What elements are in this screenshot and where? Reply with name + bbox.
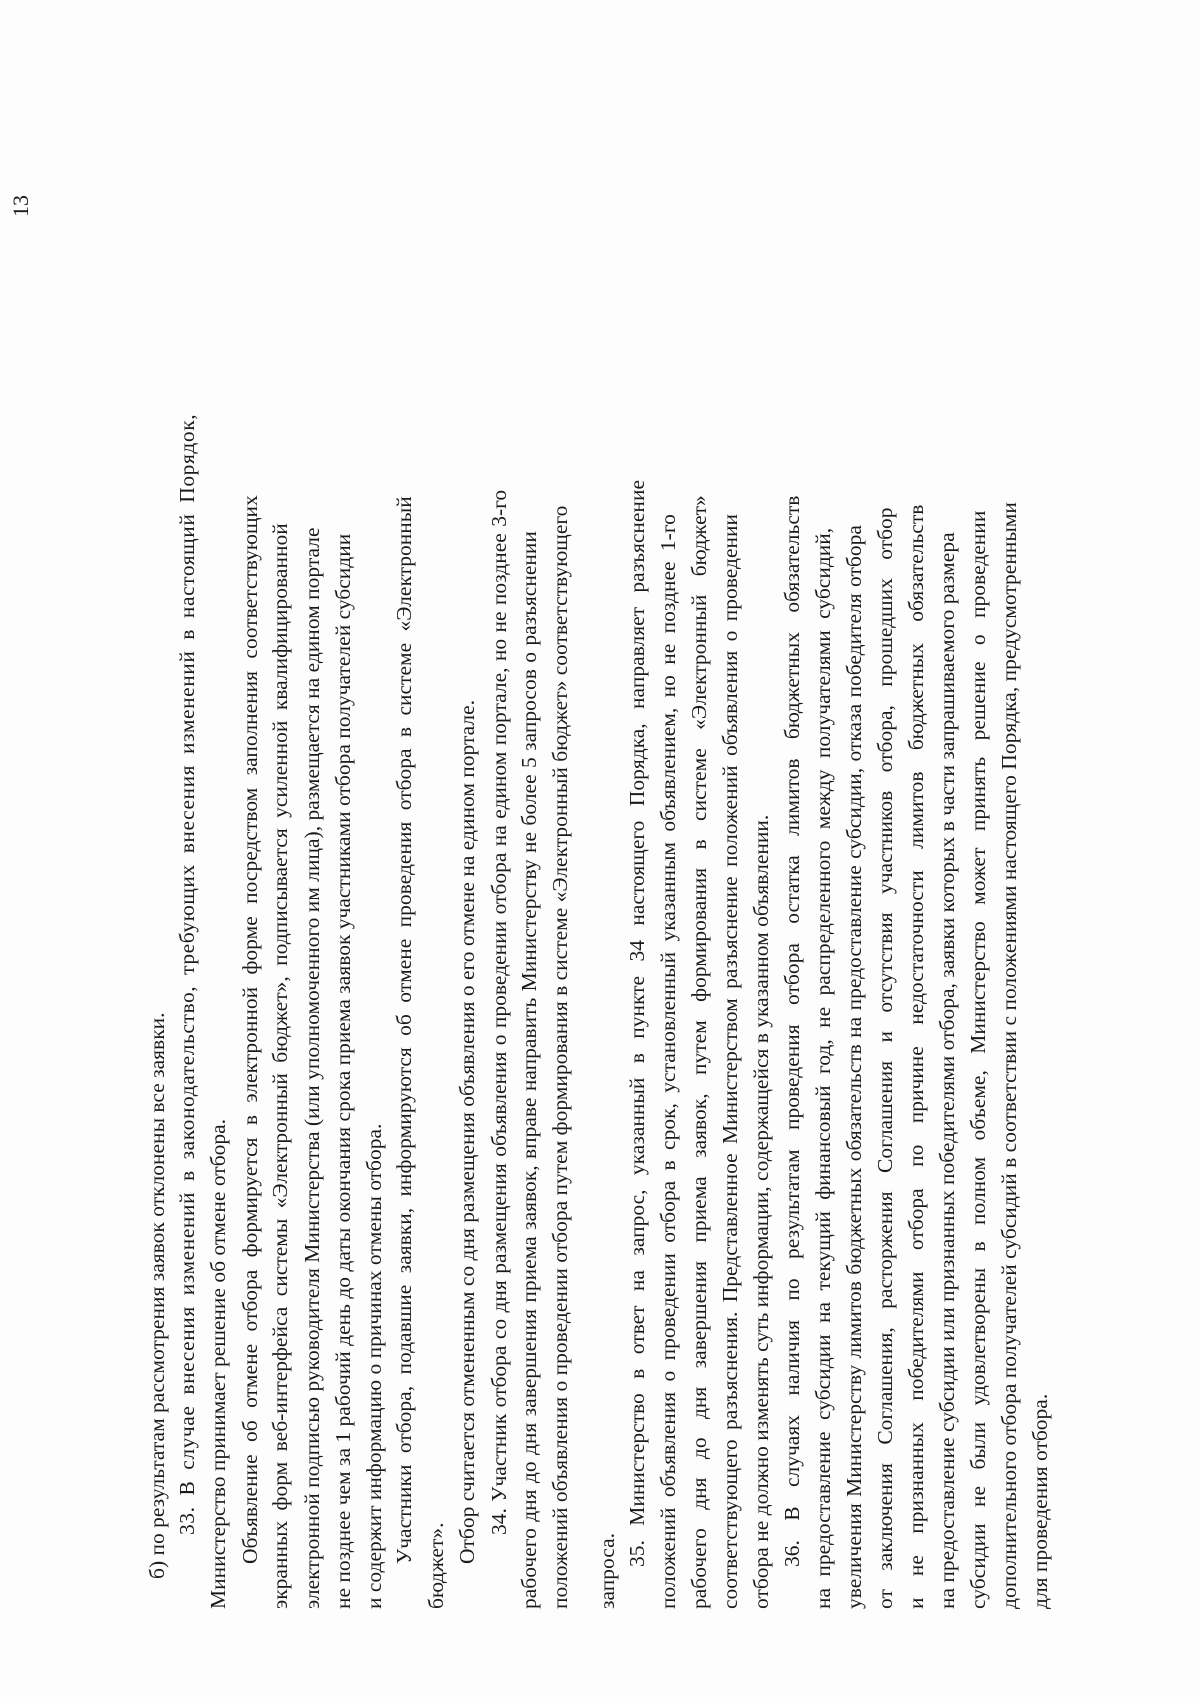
text-line: 35. Министерство в ответ на запрос, указанный в пункте 34 настоящего Порядка, направляет разъяснение xyxy=(625,480,649,1567)
text-line: рабочего дня до дня завершения приема заявок, путем формирования в системе «Электронный бюджет» xyxy=(687,495,711,1609)
text-line: отбора не должно изменять суть информации, содержащейся в указанном объявлении. xyxy=(749,814,773,1609)
text-line: рабочего дня до дня завершения приема заявок, вправе направить Министерству не более 5 запросов о разъяснении xyxy=(517,531,541,1609)
text-line: Министерство принимает решение об отмене отбора. xyxy=(206,1118,230,1609)
text-line: запроса. xyxy=(595,1532,619,1609)
text-line: для проведения отбора. xyxy=(1028,1393,1052,1609)
text-line: бюджет». xyxy=(424,1522,448,1609)
text-line: дополнительного отбора получателей субсидий в соответствии с положениями настоящего Порядка, предусмотренными xyxy=(997,502,1021,1609)
text-line: увеличения Министерству лимитов бюджетных обязательств на предоставление субсидии, отказа победителя отбора xyxy=(842,525,866,1609)
text-line: и не признанных победителями отбора по причине недостаточности лимитов бюджетных обязательств xyxy=(904,504,928,1609)
text-line: на предоставление субсидии или признанных победителями отбора, заявки которых в части запрашиваемого размера xyxy=(935,532,959,1609)
text-line: Объявление об отмене отбора формируется в электронной форме посредством заполнения соответствующих xyxy=(238,495,262,1564)
text-line: от заключения Соглашения, расторжения Соглашения и отсутствия участников отбора, прошедших отбор xyxy=(873,507,897,1609)
page-number: 13 xyxy=(8,195,33,217)
text-line: Участники отбора, подавшие заявки, информируются об отмене проведения отбора в системе «Электронный xyxy=(392,496,416,1564)
text-line: экранных форм веб-интерфейса системы «Электронный бюджет», подписывается усиленной квалифицированной xyxy=(268,523,292,1609)
text-line: 33. В случае внесения изменений в законодательство, требующих внесения изменений в настоящий Порядок, xyxy=(175,413,199,1535)
text-line: электронной подписью руководителя Министерства (или уполномоченного им лица), размещается на едином портале xyxy=(300,527,324,1609)
text-line: положений объявления о проведении отбора путем формирования в системе «Электронный бюджет» соответствующего xyxy=(548,505,572,1609)
text-line: положений объявления о проведении отбора в срок, установленный указанным объявлением, но не позднее 1-го xyxy=(656,514,680,1609)
text-line: и содержит информацию о причинах отмены отбора. xyxy=(362,1123,386,1609)
text-line: Отбор считается отмененным со дня размещения объявления о его отмене на едином портале. xyxy=(455,699,479,1564)
text-line: б) по результатам рассмотрения заявок отклонены все заявки. xyxy=(145,1012,169,1579)
text-line: 34. Участник отбора со дня размещения объявления о проведении отбора на едином портале, но не позднее 3-го xyxy=(487,489,511,1535)
text-line: не позднее чем за 1 рабочий день до даты окончания срока приема заявок участниками отбора получателей субсидии xyxy=(331,533,355,1609)
text-line: соответствующего разъяснения. Представленное Министерством разъяснение положений объявления о проведении xyxy=(718,513,742,1609)
text-line: субсидии не были удовлетворены в полном объеме, Министерство может принять решение о проведении xyxy=(966,510,990,1609)
text-line: 36. В случаях наличия по результатам проведения отбора остатка лимитов бюджетных обязательств xyxy=(780,495,804,1567)
text-line: на предоставление субсидии на текущий финансовый год, не распределенного между получателями субсидий, xyxy=(811,527,835,1609)
